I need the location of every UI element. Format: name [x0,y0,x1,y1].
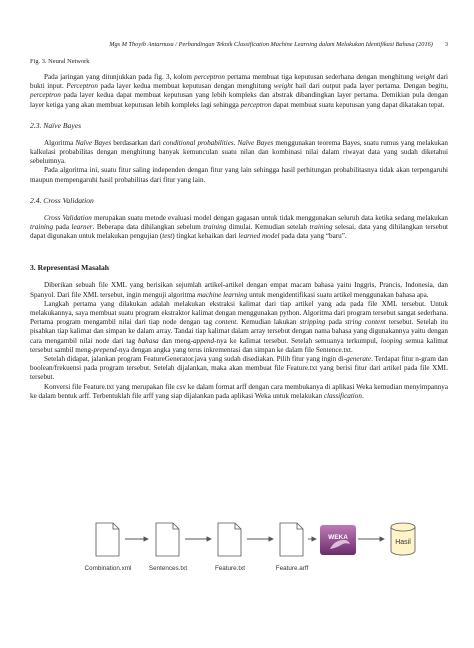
running-header [30,41,448,48]
italic-term: string content [345,318,386,327]
italic-term: append [193,336,215,345]
italic-term: perceptron [30,91,61,100]
italic-term: machine learning [197,290,248,299]
weka-label: WEKA [328,534,348,541]
italic-term: Cross Validation [44,213,92,222]
paragraph-naive-bayes-1: Algoritma Naïve Bayes berdasarkan dari conditional probabilities. Naïve Bayes menggunakan teorema Bayes, suatu rumus yang melakukan kalkulasi probabilitas dengan menghitung banyak kemunculan suatu nilan dan kombinasi nilai dalam riwayat data yang sudah diketahui sebelumnya. [30,138,448,166]
paragraph-cross-validation: Cross Validation merupakan suatu metode evaluasi model dengan gagasan untuk tidak menggunakan seluruh data ketika sedang melakukan training pada learner. Beberapa data dihilangkan sebelum training dimulai. Kemudian setelah training selesai, data yang dihilangkan tersebut dapat digunakan untuk melakukan pengujian (test) tingkat kebaikan dari learned model pada data yang “baru”. [30,213,448,241]
italic-term: stripping [299,318,326,327]
process-flow-diagram [30,515,448,585]
file-label-feature-arff: Feature.arff [275,565,309,572]
section-heading-cross-validation: 2.4. Cross Validation [30,195,94,205]
result-label: Hasil [395,539,411,546]
italic-term: training [203,223,227,232]
italic-term: test [162,232,173,241]
weka-tool [320,525,356,555]
paragraph-neural-network: Pada jaringan yang ditunjukkan pada fig. 3, kolom perceptron pertama membuat tiga keputusan sederhana dengan menghitung weight dari bukti input. Perceptron pada layer kedua membuat keputusan dengan menghitung weight hail dari output pada layer pertama. Dengan begitu, perceptron pada layer kedua dapat membuat keputusan yang lebih kompleks dan abstrak dibandingkan layer pertama. Demikian pula dengan layer ketiga yang akan membuat keputusan lebih kompleks lagi sehingga perceptron dapat membuat suatu keputusan yang dapat dikatakan tepat. [30,73,449,109]
section-heading-naive-bayes: 2.3. Naïve Bayes [30,120,82,130]
italic-term: classification [323,391,362,400]
italic-term: training [309,223,333,232]
running-title: Mgs M Thoyib Antarnusa / Perbandingan Teknik Classification Machine Learning dalam Melakukan Identifikasi Bahasa (2016) [109,41,433,48]
file-label-combination: Combination.xml [84,565,132,572]
page-number: 3 [444,41,448,48]
italic-term: weight [273,82,293,91]
italic-term: weight [415,73,435,81]
italic-term: Naïve Bayes [75,138,112,147]
document-icon [218,523,241,556]
paragraph-naive-bayes-2: Pada algoritma ini, suatu fitur saling independen dengan fitur yang lain sehingga hasil perhitungan probabilitasnya tidak akan terpengaruhi maupun mempengaruhi hasil probabilitas dari fitur yang lain. [30,166,448,184]
italic-term: bahasa [138,336,159,345]
paragraph-representasi-4: Konversi file Feature.txt yang merupakan file csv ke dalam format arff dengan cara membukanya di aplikasi Weka kemudian menyimpannya ke dalam bentuk arff. Terbentuklah file arff yang siap dijalankan pada aplikasi Weka untuk melakukan classification. [30,382,448,400]
italic-term: Naïve Bayes [237,138,274,147]
italic-term: learner [71,223,93,232]
database-cylinder-icon [391,523,415,555]
file-label-sentences: Sentences.txt [148,565,188,572]
paragraph-representasi-3: Setelah didapat, jalankan program FeatureGenerator.java yang sudah disediakan. Pilih fitur yang ingin di-generate. Terdapat fitur n-gram dan boolean/frekuensi pada program tersebut. Setelah dijalankan, maka akan membuat file Feature.txt yang berisi fitur dari artikel pada file XML tersebut. [30,355,448,382]
page-body [30,58,448,401]
italic-term: prepend [93,345,117,354]
italic-term: conditional probabilities [162,138,234,147]
section-heading-representasi-masalah: 3. Representasi Masalah [30,263,109,273]
italic-term: content [215,318,237,327]
italic-term: perceptron [194,73,225,81]
paragraph-representasi-2: Langkah pertama yang dilakukan adalah melakukan ekstraksi kalimat dari tiap artikel yang ada pada file XML tersebut. Untuk melakukannya, saya membuat suatu program ekstraktor kalimat dengan menggunakan python. Algoritma dari program tersebut sangat sederhana. Pertama program mengambil nilai dari tiap node dengan tag content. Kemudian lakukan stripping pada string content tersebut. Setelah itu pisahkan tiap kalimat dan simpan ke dalam array. Tandai tiap kalimat dalam array tersebut dengan nama bahasa yang digunakannya yaitu dengan cara mengambil nilai node dari tag bahasa dan meng-append-nya ke kalimat tersebut. Setelah semuanya terkumpul, looping semua kalimat tersebut sambil meng-prepend-nya dengan angka yang terus inkrementasi dan simpan ke dalam file Sentence.txt. [30,299,448,354]
italic-term: training [30,223,54,232]
italic-term: learned model [238,232,280,241]
italic-term: generate [346,355,372,364]
file-label-feature-txt: Feature.txt [214,565,246,572]
italic-term: looping [380,336,403,345]
document-icon [156,523,179,556]
document-icon [96,523,119,556]
italic-term: Perceptron [66,82,98,91]
figure-caption: Fig. 3. Neural Network [30,58,90,65]
document-icon [280,523,303,556]
italic-term: perceptron [240,100,272,109]
paragraph-representasi-1: Diberikan sebuah file XML yang berisikan sejumlah artikel-artikel dengan empat macam bahasa yaitu Inggris, Prancis, Indonesia, dan Spanyol. Dari file XML tersebut, ingin menguji algoritma machine learning untuk mengidentifikasi suatu artikel menggunakan bahasa apa. [30,281,448,299]
